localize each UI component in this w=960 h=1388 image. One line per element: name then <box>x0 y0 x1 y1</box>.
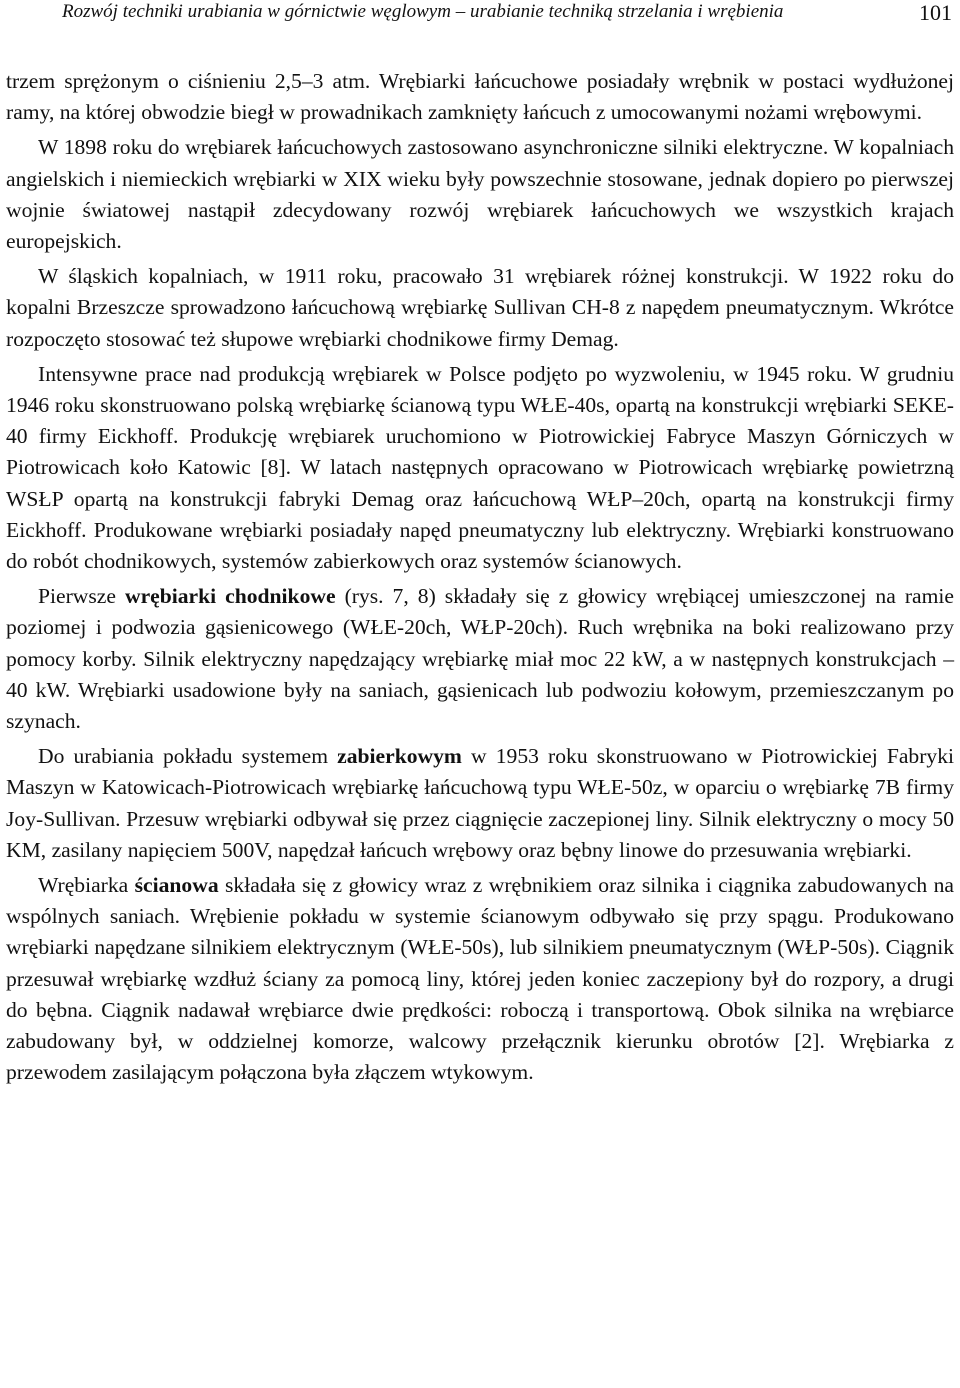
paragraph-text: W śląskich kopalniach, w 1911 roku, pracowało 31 wrębiarek różnej konstrukcji. W 1922 roku do kopalni Brzeszcze sprowadzono łańcuchową wrębiarkę Sullivan CH-8 z napędem pneumatycznym. Wkrótce rozpoczęto stosować też słupowe wrębiarki chodnikowe firmy Demag. <box>6 264 954 351</box>
paragraph <box>6 741 954 866</box>
body-text <box>6 66 954 1089</box>
paragraph-text: Wrębiarka <box>38 873 135 898</box>
paragraph-text: Do urabiania pokładu systemem <box>38 744 338 769</box>
paragraph-text: Intensywne prace nad produkcją wrębiarek w Polsce podjęto po wyzwoleniu, w 1945 roku. W grudniu 1946 roku skonstruowano polską wrębiarkę ścianową typu WŁE-40s, opartą na konstrukcji wrębiarki SEKE-40 firmy Eickhoff. Produkcję wrębiarek uruchomiono w Piotrowickiej Fabryce Maszyn Górniczych w Piotrowicach koło Katowic [8]. W latach następnych opracowano w Piotrowicach wrębiarkę powietrzną WSŁP opartą na konstrukcji fabryki Demag oraz łańcuchową WŁP–20ch, opartą na konstrukcji firmy Eickhoff. Produkowane wrębiarki posiadały napęd pneumatyczny lub elektryczny. Wrębiarki konstruowano do robót chodnikowych, systemów zabierkowych oraz systemów ścianowych. <box>6 361 954 574</box>
bold-term: wrębiarki chodnikowe <box>124 584 336 609</box>
bold-term: ścianowa <box>134 873 219 898</box>
paragraph-text: w 1953 roku skonstruowano w Piotrowickiej Fabryki Maszyn w Katowicach-Piotrowicach wrębiarkę łańcuchową typu WŁE-50z, w oparciu o wrębiarkę 7B firmy Joy-Sullivan. Przesuw wrębiarki odbywał się przez ciągnięcie zaczepionej liny. Silnik elektryczny o mocy 50 KM, zasilany napięciem 500V, napędzał łańcuch wrębowy oraz bębny linowe do przesuwania wrębiarki. <box>6 744 954 862</box>
paragraph <box>6 359 954 577</box>
paragraph <box>6 581 954 737</box>
paragraph <box>6 870 954 1088</box>
page-number: 101 <box>919 0 952 25</box>
paragraph <box>6 66 954 128</box>
document-page <box>6 0 954 1089</box>
paragraph-text: trzem sprężonym o ciśnieniu 2,5–3 atm. Wrębiarki łańcuchowe posiadały wrębnik w postaci wydłużonej ramy, na której obwodzie biegł w prowadnikach zamknięty łańcuch z umocowanymi nożami wrębowymi. <box>6 69 954 125</box>
paragraph-text: Pierwsze <box>38 584 125 609</box>
bold-term: zabierkowym <box>337 744 462 769</box>
paragraph-text: składała się z głowicy wraz z wrębnikiem oraz silnika i ciągnika zabudowanych na wspólnych saniach. Wrębienie pokładu w systemie ścianowym odbywało się przy spągu. Produkowano wrębiarki napędzane silnikiem elektrycznym (WŁE-50s), lub silnikiem pneumatycznym (WŁP-50s). Ciągnik przesuwał wrębiarkę wzdłuż ściany za pomocą liny, której jeden koniec zaczepiony był do rozpory, a drugi do bębna. Ciągnik nadawał wrębiarce dwie prędkości: roboczą i transportową. Obok silnika na wrębiarce zabudowany był, w oddzielnej komorze, walcowy przełącznik kierunku obrotów [2]. Wrębiarka z przewodem zasilającym połączona była złączem wtykowym. <box>6 873 954 1085</box>
paragraph-text: W 1898 roku do wrębiarek łańcuchowych zastosowano asynchroniczne silniki elektryczne. W kopalniach angielskich i niemieckich wrębiarki w XIX wieku były powszechnie stosowane, jednak dopiero po pierwszej wojnie światowej nastąpił zdecydowany rozwój wrębiarek łańcuchowych we wszystkich krajach europejskich. <box>6 135 954 254</box>
running-header <box>6 0 954 44</box>
paragraph-text: (rys. 7, 8) składały się z głowicy wrębiącej umieszczonej na ramie poziomej i podwozia gąsienicowego (WŁE-20ch, WŁP-20ch). Ruch wrębnika na boki realizowano przy pomocy korby. Silnik elektryczny napędzający wrębiarkę miał moc 22 kW, a w następnych konstrukcjach – 40 kW. Wrębiarki usadowione były na saniach, gąsienicach lub podwoziu kołowym, przemieszczanym po szynach. <box>6 584 954 734</box>
paragraph <box>6 261 954 355</box>
running-title: Rozwój techniki urabiania w górnictwie węglowym – urabianie techniką strzelania i wrębienia <box>62 1 784 22</box>
paragraph <box>6 132 954 257</box>
